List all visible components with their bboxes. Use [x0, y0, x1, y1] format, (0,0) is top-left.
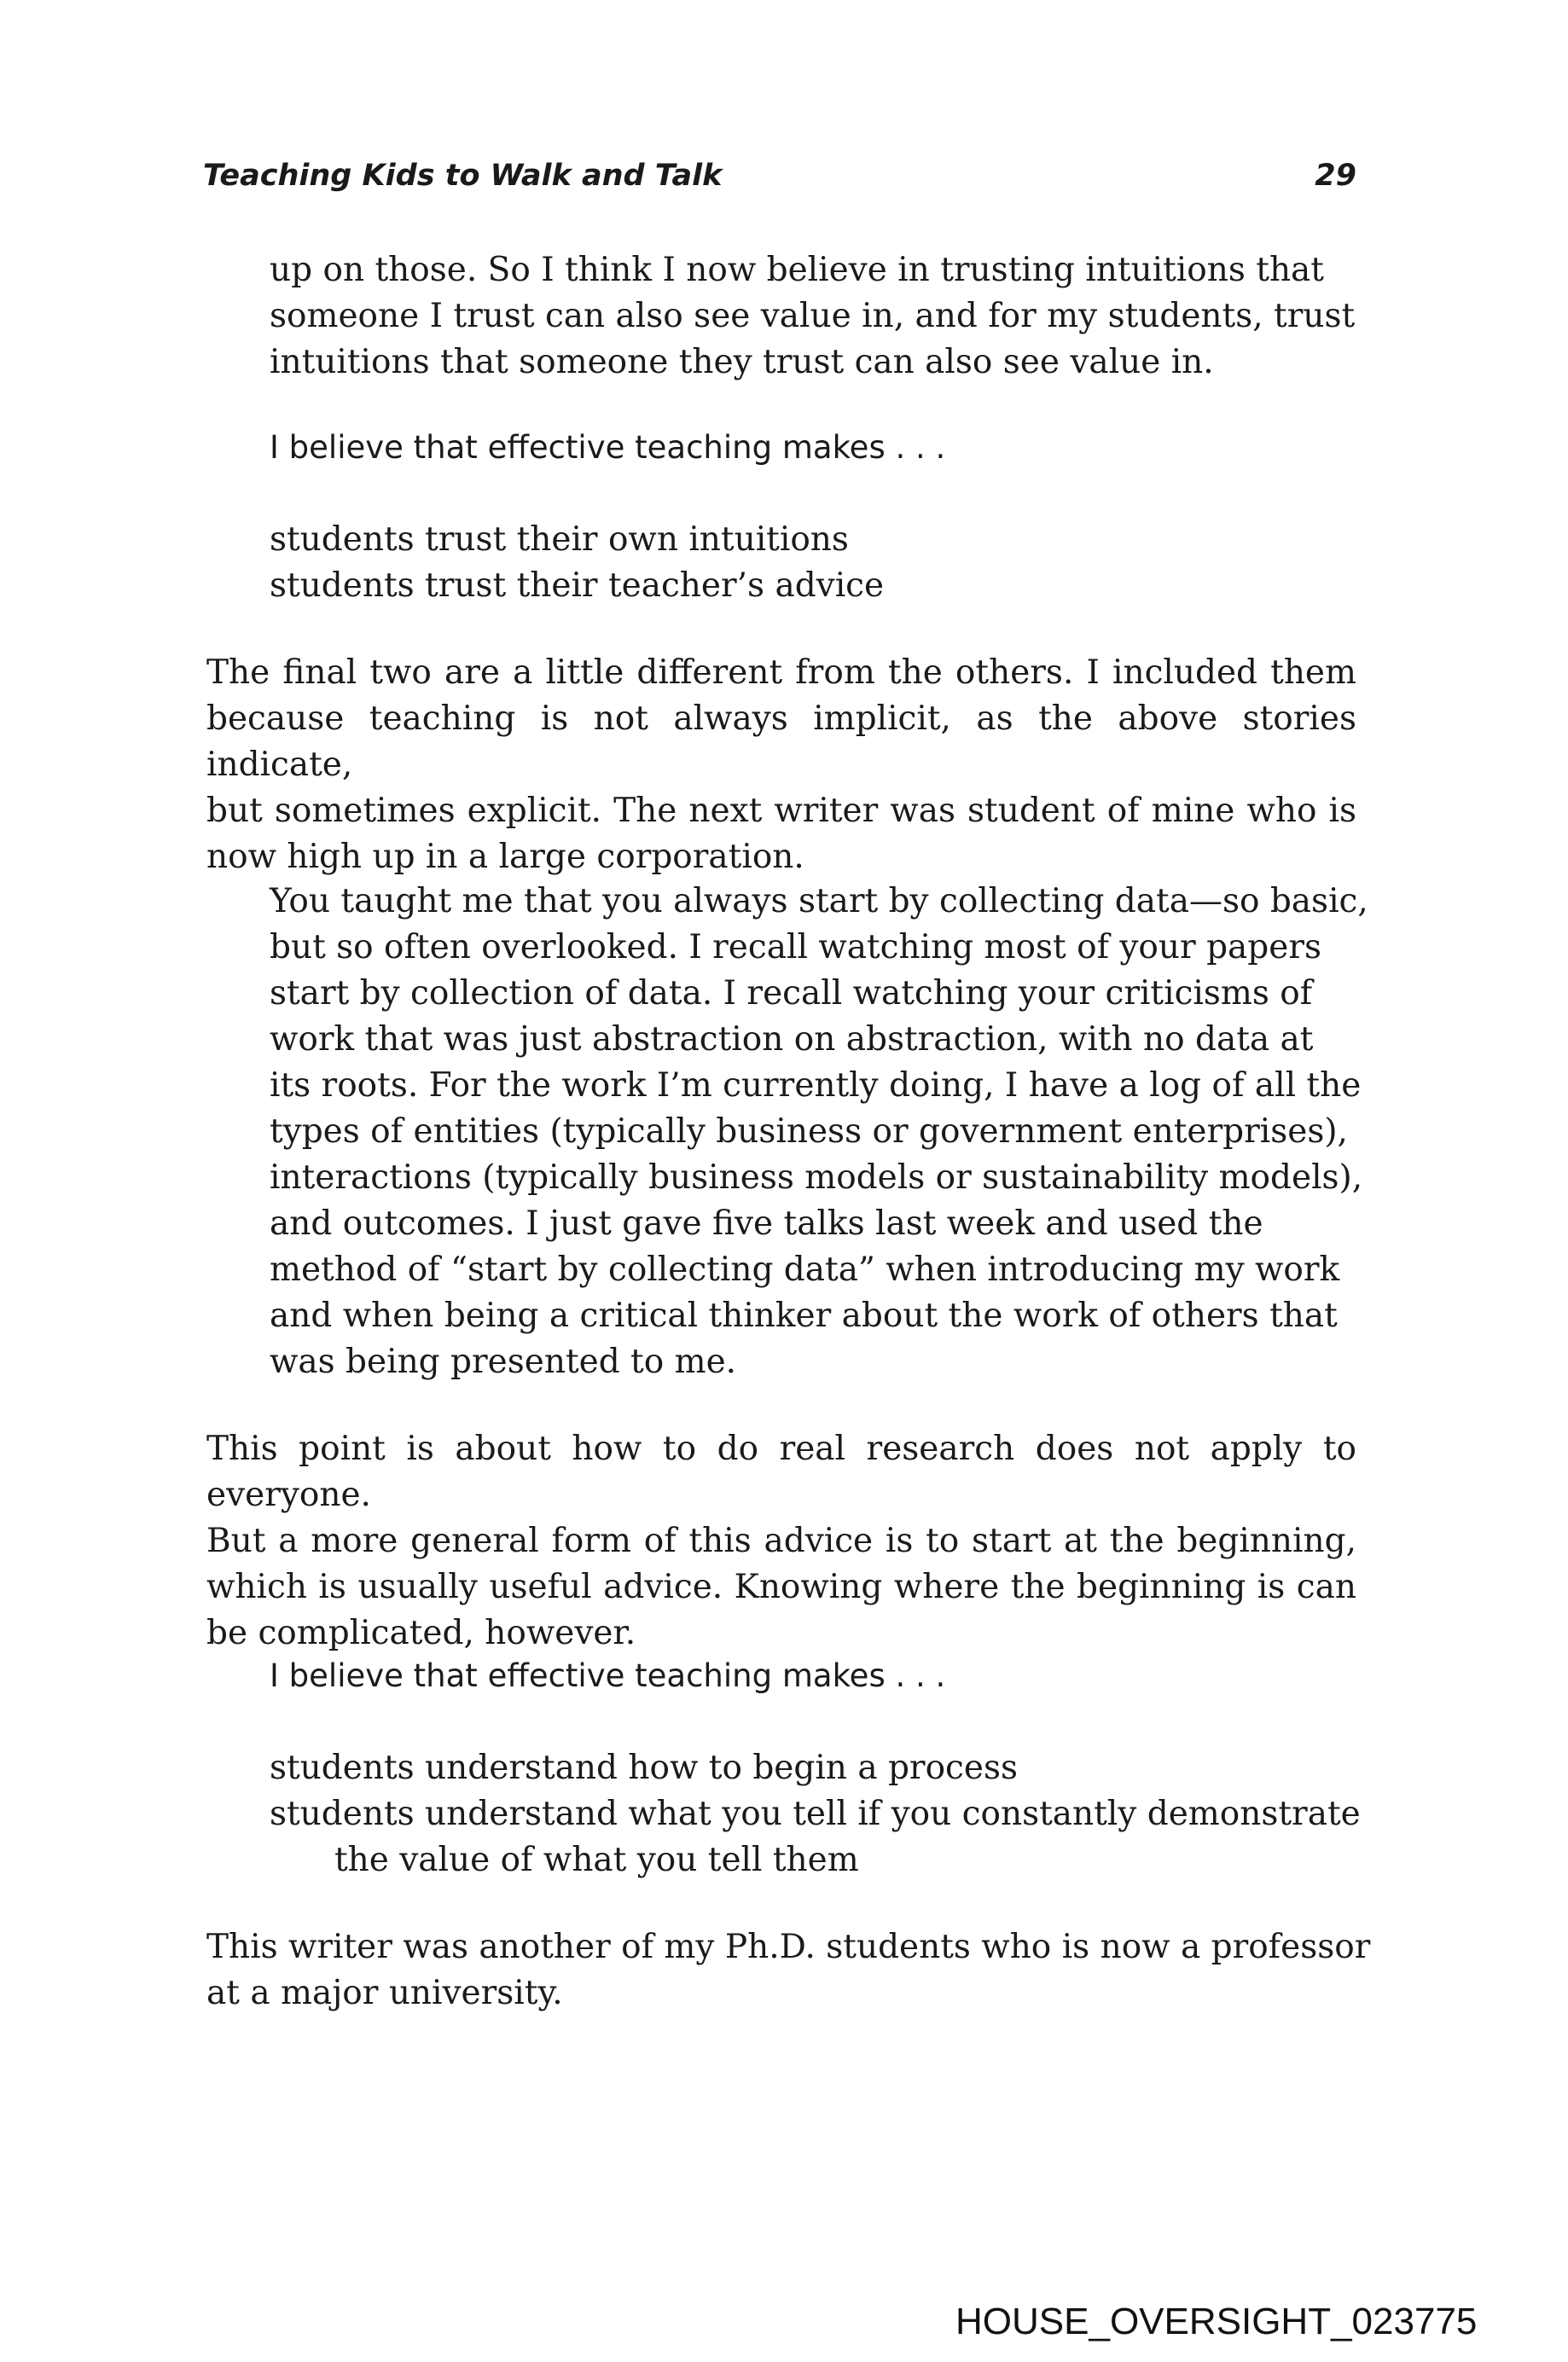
list-item: students trust their own intuitions — [270, 520, 849, 559]
page-number: 29 — [1315, 159, 1356, 193]
text-line: its roots. For the work I’m currently doing, I have a log of all the — [270, 1066, 1362, 1105]
list-item: students understand what you tell if you constantly demonstrate — [270, 1795, 1361, 1833]
text-line: This writer was another of my Ph.D. students who is now a professor — [206, 1928, 1371, 1966]
text-line: which is usually useful advice. Knowing where the beginning is can — [206, 1568, 1356, 1606]
text-line: was being presented to me. — [270, 1343, 737, 1381]
text-line: This point is about how to do real research does not apply to everyone. — [206, 1430, 1356, 1514]
text-line: types of entities (typically business or government enterprises), — [270, 1112, 1348, 1151]
list-item: students understand how to begin a process — [270, 1749, 1019, 1787]
text-line: but so often overlooked. I recall watching most of your papers — [270, 928, 1321, 966]
belief-prompt — [270, 1653, 1336, 1699]
text-line: But a more general form of this advice is to start at the beginning, — [206, 1522, 1356, 1560]
text-line: intuitions that someone they trust can also see value in. — [270, 343, 1214, 381]
text-line: method of “start by collecting data” when introducing my work — [270, 1251, 1340, 1289]
belief-list-trust — [270, 517, 1336, 609]
text-line: and outcomes. I just gave five talks last week and used the — [270, 1204, 1263, 1243]
running-head — [203, 152, 1356, 200]
body-paragraph-another-student — [206, 1924, 1371, 2017]
text-line: work that was just abstraction on abstraction, with no data at — [270, 1020, 1314, 1059]
text-line: The final two are a little different from the others. I included them — [206, 653, 1356, 692]
belief-prompt — [270, 425, 1336, 471]
text-line: interactions (typically business models or sustainability models), — [270, 1158, 1363, 1197]
text-line: You taught me that you always start by collecting data—so basic, — [270, 882, 1368, 920]
text-line: I believe that effective teaching makes . . . — [270, 429, 946, 466]
text-line: at a major university. — [206, 1974, 563, 2012]
belief-list-understand — [270, 1745, 1361, 1883]
body-paragraph-real-research — [206, 1426, 1356, 1657]
quote-paragraph-collecting-data — [270, 879, 1368, 1385]
text-line: be complicated, however. — [206, 1614, 636, 1652]
text-line: because teaching is not always implicit, as the above stories indicate, — [206, 699, 1356, 784]
text-line: I believe that effective teaching makes . . . — [270, 1657, 946, 1694]
text-line: and when being a critical thinker about the work of others that — [270, 1297, 1338, 1335]
list-item-continuation: the value of what you tell them — [334, 1841, 859, 1879]
text-line: but sometimes explicit. The next writer was student of mine who is — [206, 792, 1356, 830]
bates-stamp: HOUSE_OVERSIGHT_023775 — [955, 2301, 1478, 2342]
text-line: someone I trust can also see value in, and for my students, trust — [270, 297, 1356, 335]
running-head-title: Teaching Kids to Walk and Talk — [203, 159, 723, 193]
text-line: now high up in a large corporation. — [206, 838, 804, 876]
text-line: start by collection of data. I recall watching your criticisms of — [270, 974, 1313, 1013]
quote-paragraph-intuitions — [270, 247, 1356, 386]
text-line: up on those. So I think I now believe in trusting intuitions that — [270, 251, 1324, 289]
list-item: students trust their teacher’s advice — [270, 566, 885, 605]
body-paragraph-final-two — [206, 650, 1356, 880]
